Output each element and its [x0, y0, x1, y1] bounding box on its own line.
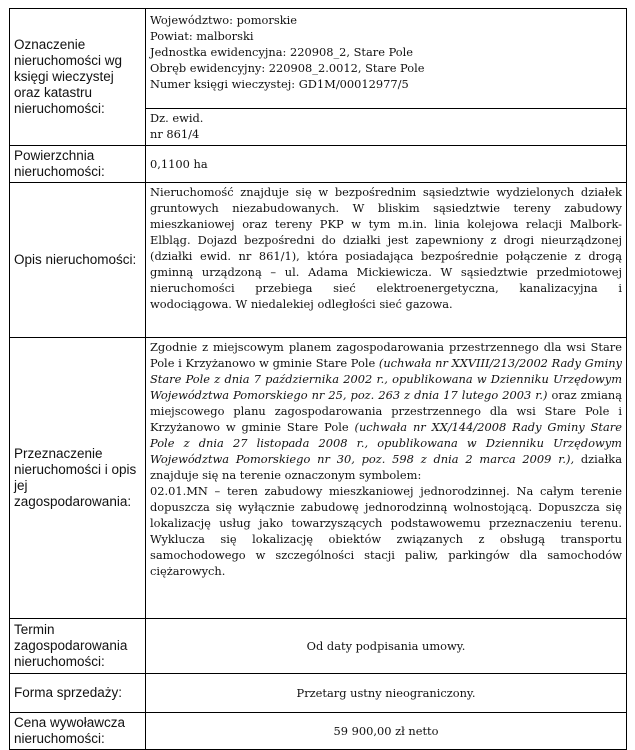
value-oznaczenie — [146, 9, 627, 109]
row-termin — [10, 619, 627, 674]
przeznaczenie-p2: oraz zmianą miejscowego planu zagospodarowania przestrzennego dla wsi Stare Pole i Krzyżanowo w gminie Stare Pole — [150, 388, 622, 434]
przeznaczenie-uchwala-2: (uchwała nr XX/144/2008 Rady Gminy Stare Pole z dnia 27 listopada 2008 r., opublikowana w Dzienniku Urzędowym Województwa Pomorskiego nr 30, poz. 598 z dnia 2 marca 2009 r.), — [150, 420, 622, 466]
przeznaczenie-p3: działka znajduje się na terenie oznaczonym symbolem: — [150, 452, 623, 482]
wojewodztwo: Województwo: pomorskie — [150, 13, 297, 27]
jednostka-ewidencyjna: Jednostka ewidencyjna: 220908_2, Stare Pole — [150, 45, 414, 59]
label-forma: Forma sprzedaży: — [10, 674, 146, 713]
value-termin: Od daty podpisania umowy. — [146, 619, 627, 674]
property-info-table — [9, 8, 627, 750]
label-cena: Cena wywoławcza nieruchomości: — [10, 713, 146, 750]
row-cena — [10, 713, 627, 750]
value-opis: Nieruchomość znajduje się w bezpośrednim sąsiedztwie wydzielonych działek gruntowych niezabudowanych. W bliskim sąsiedztwie tereny zabudowy mieszkaniowej oraz tereny PKP w tym m.in. linia kolejowa relacji Malbork- Elbląg. Dojazd bezpośredni do działki jest zapewniony z drogi nieurządzonej (działki ewid. nr 861/1), która posiadająca bezpośrednie połączenie z drogą gminną urządzoną – ul. Adama Mickiewicza. W sąsiedztwie przedmiotowej nieruchomości przebiega sieć elektroenergetyczna, kanalizacyjna i wodociągowa. W niedalekiej odległości sieć gazowa. — [146, 183, 627, 338]
label-termin: Termin zagospodarowania nieruchomości: — [10, 619, 146, 674]
value-przeznaczenie — [146, 338, 627, 619]
powiat: Powiat: malborski — [150, 29, 254, 43]
value-dzialka — [146, 108, 627, 145]
label-powierzchnia: Powierzchnia nieruchomości: — [10, 146, 146, 183]
row-powierzchnia — [10, 146, 627, 183]
row-opis — [10, 183, 627, 338]
dz-ewid-label: Dz. ewid. — [150, 110, 204, 125]
label-opis: Opis nieruchomości: — [10, 183, 146, 338]
row-forma — [10, 674, 627, 713]
value-cena: 59 900,00 zł netto — [146, 713, 627, 750]
label-oznaczenie: Oznaczenie nieruchomości wg księgi wieczystej oraz katastru nieruchomości: — [10, 9, 146, 146]
label-przeznaczenie: Przeznaczenie nieruchomości i opis jej zagospodarowania: — [10, 338, 146, 619]
row-przeznaczenie — [10, 338, 627, 619]
value-forma: Przetarg ustny nieograniczony. — [146, 674, 627, 713]
dz-ewid-value: nr 861/4 — [150, 126, 200, 141]
przeznaczenie-p1: Zgodnie z miejscowym planem zagospodarowania przestrzennego dla wsi Stare Pole i Krzyżanowo w gminie Stare Pole — [150, 340, 622, 370]
przeznaczenie-p4: 02.01.MN – teren zabudowy mieszkaniowej jednorodzinnej. Na całym terenie dopuszcza się wyłącznie zabudowę jednorodzinną wolnostojącą. Dopuszcza się lokalizację usług jako towarzyszących podstawowemu przeznaczeniu terenu. Wyklucza się lokalizację obiektów związanych z obsługą transportu samochodowego w szczególności stacji paliw, parkingów dla samochodów ciężarowych. — [150, 484, 622, 578]
przeznaczenie-uchwala-1: (uchwała nr XXVIII/213/2002 Rady Gminy Stare Pole z dnia 7 października 2002 r., opublikowana w Dzienniku Urzędowym Województwa Pomorskiego nr 25, poz. 263 z dnia 17 lutego 2003 r.) — [150, 356, 622, 402]
value-powierzchnia: 0,1100 ha — [146, 146, 627, 183]
numer-ksiegi: Numer księgi wieczystej: GD1M/00012977/5 — [150, 77, 409, 91]
row-oznaczenie — [10, 9, 627, 109]
obreb-ewidencyjny: Obręb ewidencyjny: 220908_2.0012, Stare Pole — [150, 61, 425, 75]
